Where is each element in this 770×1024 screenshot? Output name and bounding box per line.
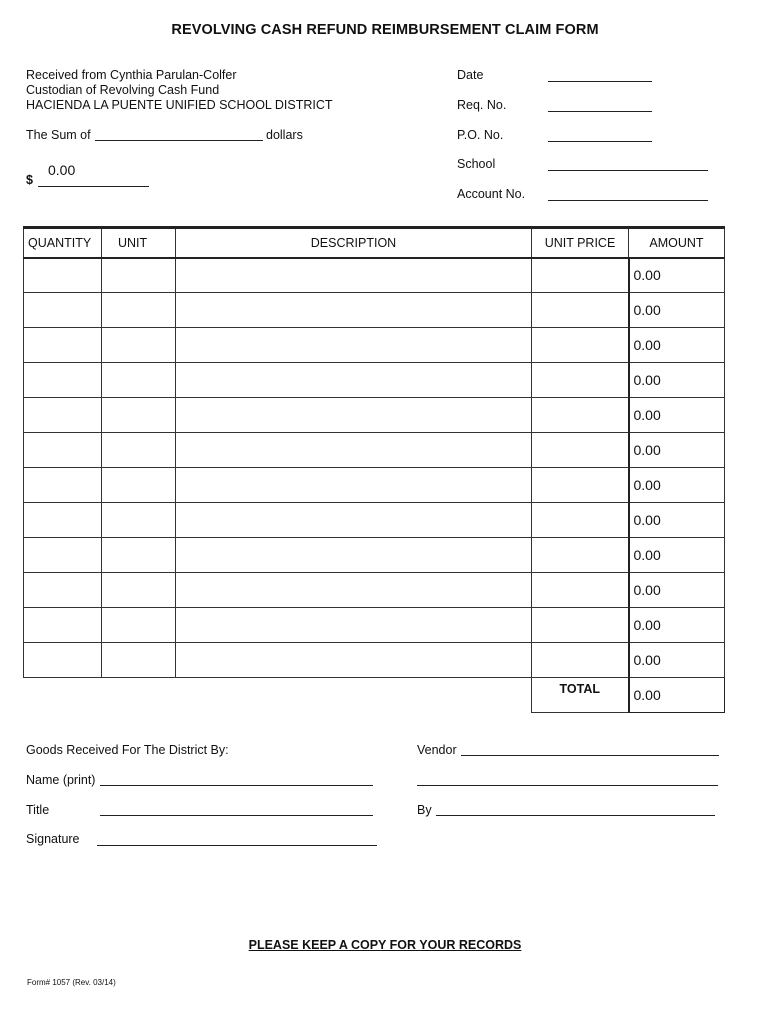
quantity-cell[interactable] [24, 293, 102, 328]
table-header-row [24, 228, 725, 258]
vendor-field[interactable] [461, 755, 719, 756]
amount-cell[interactable]: 0.00 [629, 258, 725, 293]
sum-label: The Sum of [26, 128, 91, 142]
description-cell[interactable] [176, 328, 532, 363]
total-label: TOTAL [532, 678, 629, 713]
unit-cell[interactable] [102, 538, 176, 573]
table-row [24, 293, 725, 328]
unit-cell[interactable] [102, 643, 176, 678]
amount-cell[interactable]: 0.00 [629, 643, 725, 678]
description-cell[interactable] [176, 468, 532, 503]
items-table [23, 226, 725, 713]
school-label: School [457, 157, 496, 171]
total-amount-field[interactable]: 0.00 [629, 678, 725, 713]
sum-words-field[interactable] [95, 140, 263, 141]
name-print-field[interactable] [100, 785, 373, 786]
keep-copy-notice: PLEASE KEEP A COPY FOR YOUR RECORDS [248, 938, 522, 952]
quantity-cell[interactable] [24, 643, 102, 678]
quantity-cell[interactable] [24, 503, 102, 538]
column-header-unit-price: UNIT PRICE [532, 228, 629, 258]
description-cell[interactable] [176, 433, 532, 468]
po-no-label: P.O. No. [457, 128, 504, 142]
description-cell[interactable] [176, 538, 532, 573]
table-row [24, 258, 725, 293]
quantity-cell[interactable] [24, 433, 102, 468]
description-cell[interactable] [176, 643, 532, 678]
table-row [24, 363, 725, 398]
column-header-unit: UNIT [102, 228, 176, 258]
unit-price-cell[interactable] [532, 258, 629, 293]
table-row [24, 608, 725, 643]
unit-price-cell[interactable] [532, 503, 629, 538]
description-cell[interactable] [176, 573, 532, 608]
district-text: HACIENDA LA PUENTE UNIFIED SCHOOL DISTRICT [26, 98, 333, 112]
account-no-field[interactable] [548, 200, 708, 201]
unit-cell[interactable] [102, 293, 176, 328]
quantity-cell[interactable] [24, 608, 102, 643]
total-spacer [176, 678, 532, 713]
form-number: Form# 1057 (Rev. 03/14) [27, 978, 116, 987]
amount-cell[interactable]: 0.00 [629, 293, 725, 328]
quantity-cell[interactable] [24, 363, 102, 398]
school-field[interactable] [548, 170, 708, 171]
form-title: REVOLVING CASH REFUND REIMBURSEMENT CLAIM FORM [171, 22, 599, 38]
unit-cell[interactable] [102, 468, 176, 503]
description-cell[interactable] [176, 293, 532, 328]
unit-cell[interactable] [102, 433, 176, 468]
total-spacer [24, 678, 102, 713]
dollars-label: dollars [266, 128, 303, 142]
title-label: Title [26, 803, 50, 817]
vendor-label: Vendor [417, 743, 457, 757]
table-row [24, 538, 725, 573]
quantity-cell[interactable] [24, 468, 102, 503]
amount-cell[interactable]: 0.00 [629, 468, 725, 503]
signature-label: Signature [26, 832, 80, 846]
table-row [24, 573, 725, 608]
amount-cell[interactable]: 0.00 [629, 608, 725, 643]
total-spacer [102, 678, 176, 713]
received-from-text: Received from Cynthia Parulan-Colfer [26, 68, 237, 82]
custodian-text: Custodian of Revolving Cash Fund [26, 83, 220, 97]
table-row [24, 328, 725, 363]
quantity-cell[interactable] [24, 328, 102, 363]
table-row [24, 433, 725, 468]
amount-cell[interactable]: 0.00 [629, 398, 725, 433]
unit-price-cell[interactable] [532, 468, 629, 503]
unit-price-cell[interactable] [532, 608, 629, 643]
dollar-sign: $ [26, 173, 33, 187]
description-cell[interactable] [176, 258, 532, 293]
unit-cell[interactable] [102, 608, 176, 643]
signature-field[interactable] [97, 845, 377, 846]
unit-cell[interactable] [102, 398, 176, 433]
table-row [24, 468, 725, 503]
unit-price-cell[interactable] [532, 643, 629, 678]
name-print-label: Name (print) [26, 773, 96, 787]
unit-cell[interactable] [102, 328, 176, 363]
amount-cell[interactable]: 0.00 [629, 328, 725, 363]
unit-cell[interactable] [102, 363, 176, 398]
quantity-cell[interactable] [24, 258, 102, 293]
column-header-description: DESCRIPTION [176, 228, 532, 258]
unit-price-cell[interactable] [532, 363, 629, 398]
table-row [24, 398, 725, 433]
unit-price-cell[interactable] [532, 433, 629, 468]
date-label: Date [457, 68, 484, 82]
table-row [24, 503, 725, 538]
amount-cell[interactable]: 0.00 [629, 363, 725, 398]
description-cell[interactable] [176, 398, 532, 433]
unit-cell[interactable] [102, 258, 176, 293]
unit-price-cell[interactable] [532, 328, 629, 363]
req-no-field[interactable] [548, 111, 652, 112]
po-no-field[interactable] [548, 141, 652, 142]
description-cell[interactable] [176, 363, 532, 398]
amount-cell[interactable]: 0.00 [629, 573, 725, 608]
goods-received-label: Goods Received For The District By: [26, 743, 229, 757]
description-cell[interactable] [176, 608, 532, 643]
by-field[interactable] [436, 815, 715, 816]
title-field[interactable] [100, 815, 373, 816]
amount-cell[interactable]: 0.00 [629, 503, 725, 538]
quantity-cell[interactable] [24, 398, 102, 433]
amount-cell[interactable]: 0.00 [629, 538, 725, 573]
by-label: By [417, 803, 432, 817]
column-header-quantity: QUANTITY [24, 228, 102, 258]
unit-cell[interactable] [102, 503, 176, 538]
table-row [24, 643, 725, 678]
total-row [24, 678, 725, 713]
unit-price-cell[interactable] [532, 538, 629, 573]
column-header-amount: AMOUNT [629, 228, 725, 258]
unit-price-cell[interactable] [532, 293, 629, 328]
account-no-label: Account No. [457, 187, 526, 201]
quantity-cell[interactable] [24, 573, 102, 608]
amount-cell[interactable]: 0.00 [629, 433, 725, 468]
req-no-label: Req. No. [457, 98, 507, 112]
vendor-field-line-2[interactable] [417, 785, 718, 786]
description-cell[interactable] [176, 503, 532, 538]
quantity-cell[interactable] [24, 538, 102, 573]
unit-cell[interactable] [102, 573, 176, 608]
unit-price-cell[interactable] [532, 573, 629, 608]
date-field[interactable] [548, 81, 652, 82]
sum-amount-field[interactable]: 0.00 [48, 162, 76, 178]
unit-price-cell[interactable] [532, 398, 629, 433]
sum-amount-line [38, 186, 149, 187]
